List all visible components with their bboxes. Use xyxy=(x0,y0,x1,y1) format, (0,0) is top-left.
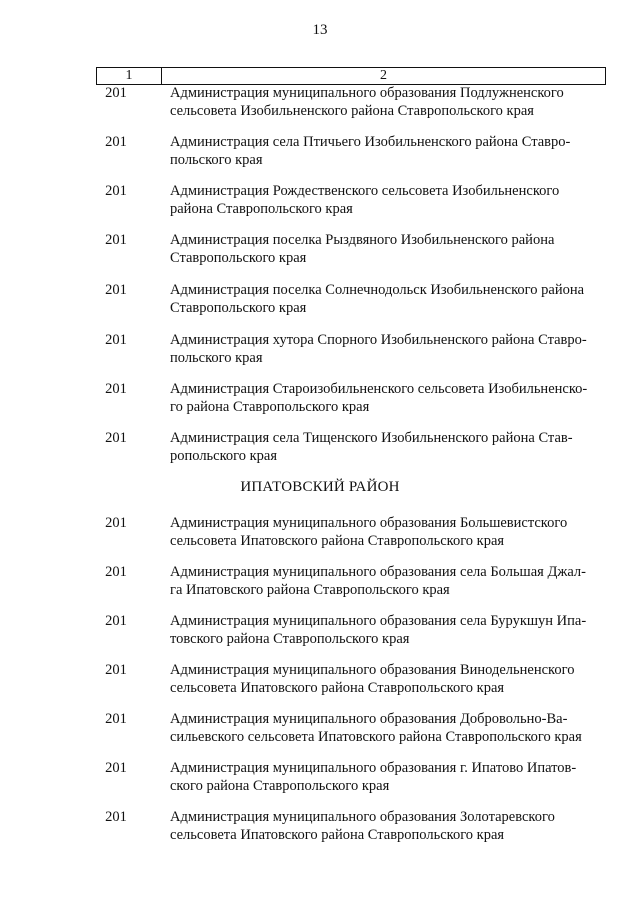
entry-code: 201 xyxy=(105,183,127,199)
table-row xyxy=(0,331,640,367)
entry-text: Администрация муниципального образования Добровольно-Ва- сильевского сельсовета Ипатовского района Ставропольского края xyxy=(170,711,582,745)
table-row xyxy=(0,84,640,120)
entry-code: 201 xyxy=(105,515,127,531)
page-number: 13 xyxy=(312,22,328,38)
table-row xyxy=(0,182,640,218)
table-row xyxy=(0,563,640,599)
entry-text: Администрация села Птичьего Изобильненского района Ставро- польского края xyxy=(170,134,571,168)
table-row xyxy=(0,808,640,844)
entry-text: Администрация муниципального образования села Бурукшун Ипа- товского района Ставропольского края xyxy=(170,613,587,647)
entry-code: 201 xyxy=(105,809,127,825)
entry-code: 201 xyxy=(105,430,127,446)
table-row xyxy=(0,612,640,648)
entry-code: 201 xyxy=(105,760,127,776)
table-row xyxy=(0,661,640,697)
entry-text: Администрация Староизобильненского сельсовета Изобильненско- го района Ставропольского края xyxy=(170,381,588,415)
section-title: ИПАТОВСКИЙ РАЙОН xyxy=(240,479,400,495)
entry-text: Администрация муниципального образования Золотаревского сельсовета Ипатовского района Ставропольского края xyxy=(170,809,555,843)
table-row xyxy=(0,514,640,550)
table-row xyxy=(0,759,640,795)
table-column-header xyxy=(96,67,606,85)
entry-code: 201 xyxy=(105,564,127,580)
table-row xyxy=(0,429,640,465)
entry-code: 201 xyxy=(105,332,127,348)
entry-text: Администрация муниципального образования Подлужненского сельсовета Изобильненского района Ставропольского края xyxy=(170,85,564,119)
table-row xyxy=(0,710,640,746)
entry-text: Администрация муниципального образования села Большая Джал- га Ипатовского района Ставропольского края xyxy=(170,564,586,598)
entry-text: Администрация муниципального образования Большевистского сельсовета Ипатовского района Ставропольского края xyxy=(170,515,568,549)
entry-code: 201 xyxy=(105,134,127,150)
table-row xyxy=(0,133,640,169)
entry-text: Администрация хутора Спорного Изобильненского района Ставро- польского края xyxy=(170,332,587,366)
entry-code: 201 xyxy=(105,662,127,678)
table-row xyxy=(0,231,640,267)
entry-code: 201 xyxy=(105,282,127,298)
entry-text: Администрация Рождественского сельсовета Изобильненского района Ставропольского края xyxy=(170,183,560,217)
table-row xyxy=(0,281,640,317)
entry-text: Администрация муниципального образования Винодельненского сельсовета Ипатовского района Ставропольского края xyxy=(170,662,575,696)
entry-code: 201 xyxy=(105,381,127,397)
entry-code: 201 xyxy=(105,613,127,629)
entry-text: Администрация поселка Солнечнодольск Изобильненского района Ставропольского края xyxy=(170,282,585,316)
entry-code: 201 xyxy=(105,85,127,101)
entry-text: Администрация муниципального образования г. Ипатово Ипатов- ского района Ставропольского края xyxy=(170,760,577,794)
entry-text: Администрация поселка Рыздвяного Изобильненского района Ставропольского края xyxy=(170,232,555,266)
column-number-1: 1 xyxy=(97,68,162,84)
entry-text: Администрация села Тищенского Изобильненского района Став- ропольского края xyxy=(170,430,573,464)
entry-code: 201 xyxy=(105,711,127,727)
entry-code: 201 xyxy=(105,232,127,248)
table-row xyxy=(0,380,640,416)
column-number-2: 2 xyxy=(380,68,387,83)
